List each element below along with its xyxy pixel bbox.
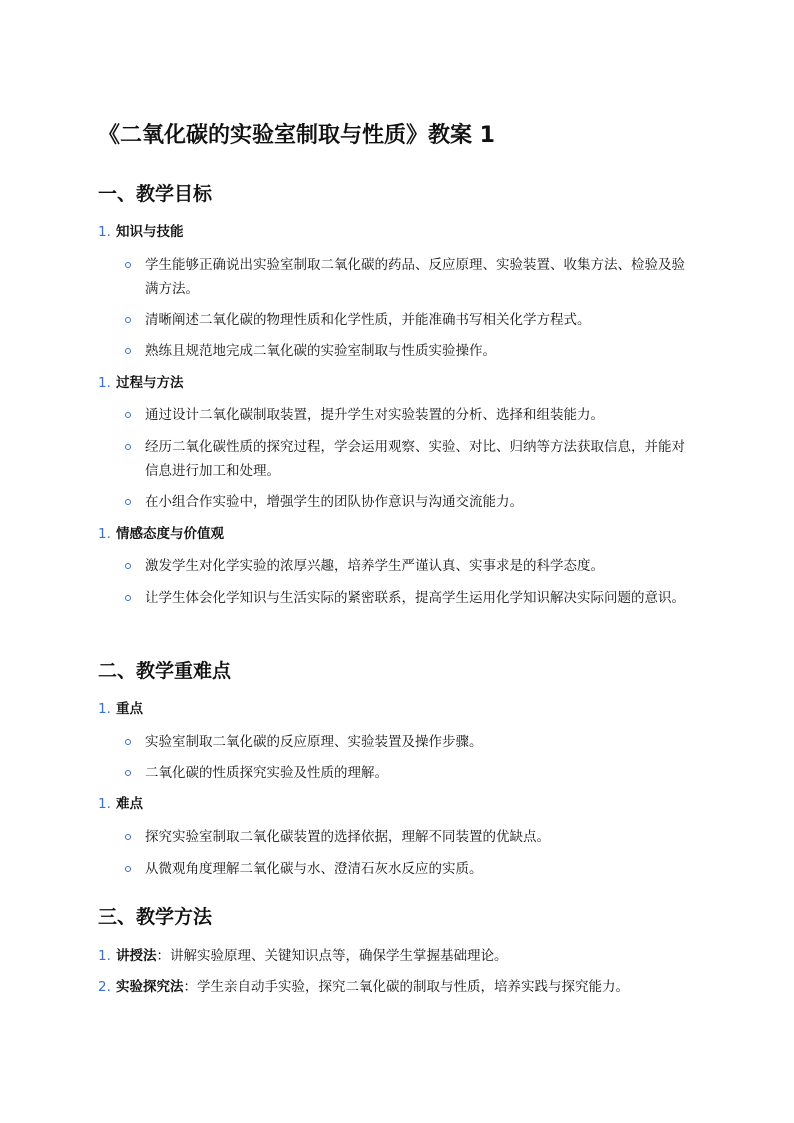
bullet-text: 熟练且规范地完成二氧化碳的实验室制取与性质实验操作。 [145, 343, 496, 359]
bullet-icon [125, 317, 131, 323]
bullet-icon [125, 262, 131, 268]
section-heading: 三、教学方法 [98, 906, 213, 928]
bullet-icon [125, 348, 131, 354]
item-number: 1. [98, 948, 111, 964]
bullet-text: 二氧化碳的性质探究实验及性质的理解。 [145, 765, 388, 781]
bullet-item [125, 586, 691, 610]
numbered-item [98, 221, 698, 243]
item-number: 1. [98, 701, 111, 717]
item-label: 难点 [116, 796, 143, 812]
bullet-text: 实验室制取二氧化碳的反应原理、实验装置及操作步骤。 [145, 734, 483, 750]
item-label: 重点 [116, 701, 143, 717]
numbered-item [98, 698, 698, 720]
bullet-icon [125, 739, 131, 745]
numbered-item [98, 976, 698, 998]
bullet-item [125, 730, 691, 754]
bullet-item [125, 490, 691, 514]
bullet-item [125, 857, 691, 881]
numbered-item [98, 945, 698, 967]
numbered-item [98, 372, 698, 394]
bullet-item [125, 339, 691, 363]
bullet-item [125, 761, 691, 785]
item-label: 知识与技能 [116, 224, 184, 240]
bullet-item [125, 403, 691, 427]
bullet-icon [125, 412, 131, 418]
bullet-item [125, 435, 691, 483]
bullet-text: 学生能够正确说出实验室制取二氧化碳的药品、反应原理、实验装置、收集方法、检验及验满方法。 [145, 257, 685, 297]
item-number: 1. [98, 796, 111, 812]
bullet-text: 激发学生对化学实验的浓厚兴趣，培养学生严谨认真、实事求是的科学态度。 [145, 558, 604, 574]
item-label: 实验探究法 [116, 979, 184, 995]
bullet-text: 从微观角度理解二氧化碳与水、澄清石灰水反应的实质。 [145, 861, 483, 877]
bullet-icon [125, 563, 131, 569]
bullet-icon [125, 595, 131, 601]
numbered-item [98, 793, 698, 815]
bullet-text: 经历二氧化碳性质的探究过程，学会运用观察、实验、对比、归纳等方法获取信息，并能对信息进行加工和处理。 [145, 439, 685, 479]
bullet-text: 探究实验室制取二氧化碳装置的选择依据，理解不同装置的优缺点。 [145, 829, 550, 845]
bullet-icon [125, 866, 131, 872]
item-number: 2. [98, 979, 111, 995]
section-heading: 一、教学目标 [98, 183, 213, 205]
section-heading: 二、教学重难点 [98, 660, 232, 682]
bullet-icon [125, 770, 131, 776]
item-label: 情感态度与价值观 [116, 526, 224, 542]
item-label: 过程与方法 [116, 375, 184, 391]
item-number: 1. [98, 375, 111, 391]
bullet-icon [125, 499, 131, 505]
item-label: 讲授法 [116, 948, 157, 964]
item-number: 1. [98, 526, 111, 542]
bullet-item [125, 253, 691, 301]
bullet-item [125, 554, 691, 578]
bullet-text: 在小组合作实验中，增强学生的团队协作意识与沟通交流能力。 [145, 494, 523, 510]
numbered-item [98, 523, 698, 545]
bullet-text: 让学生体会化学知识与生活实际的紧密联系，提高学生运用化学知识解决实际问题的意识。 [145, 590, 685, 606]
bullet-item [125, 308, 691, 332]
bullet-icon [125, 444, 131, 450]
bullet-text: 清晰阐述二氧化碳的物理性质和化学性质，并能准确书写相关化学方程式。 [145, 312, 591, 328]
item-text: ：讲解实验原理、关键知识点等，确保学生掌握基础理论。 [156, 948, 508, 964]
item-text: ：学生亲自动手实验，探究二氧化碳的制取与性质，培养实践与探究能力。 [183, 979, 629, 995]
document-title: 《二氧化碳的实验室制取与性质》教案 1 [98, 123, 495, 148]
bullet-icon [125, 834, 131, 840]
bullet-item [125, 825, 691, 849]
item-number: 1. [98, 224, 111, 240]
bullet-text: 通过设计二氧化碳制取装置，提升学生对实验装置的分析、选择和组装能力。 [145, 407, 604, 423]
